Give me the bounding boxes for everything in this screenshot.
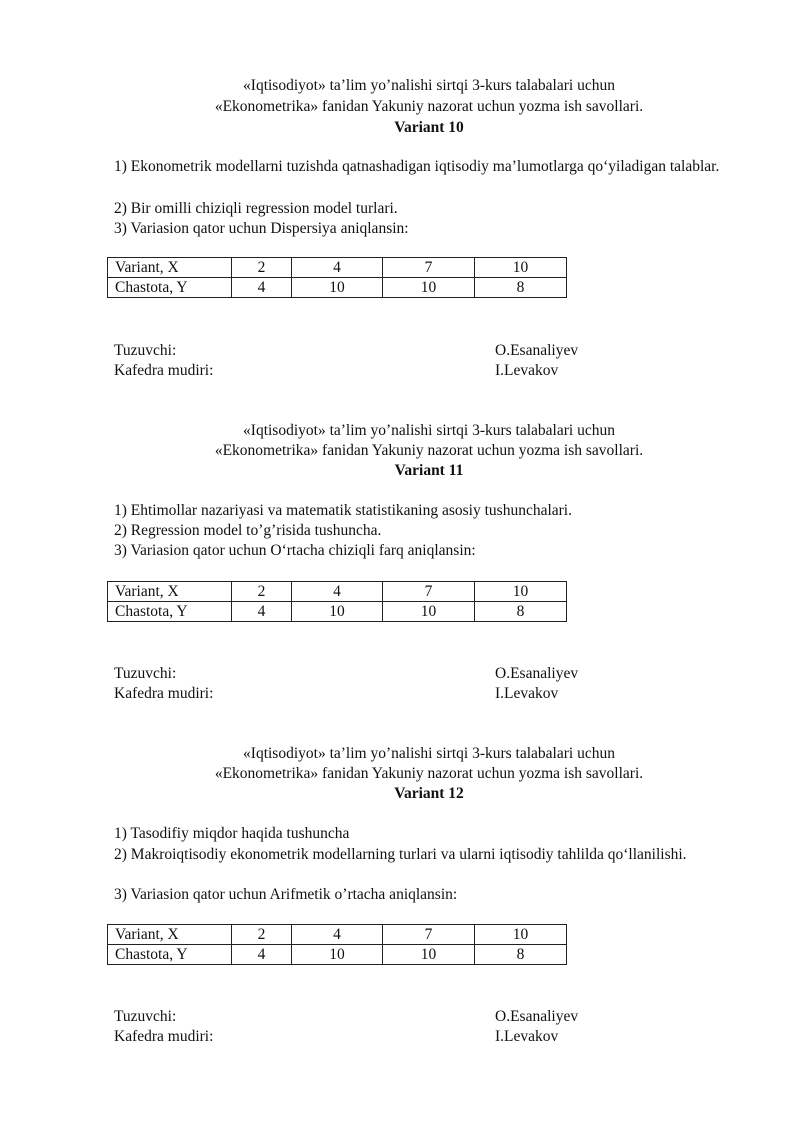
table-cell: 10 <box>383 602 475 622</box>
compiler-label: Tuzuvchi: <box>114 342 177 359</box>
table-row-y <box>108 945 567 965</box>
question-3: 3) Variasion qator uchun Dispersiya aniqlansin: <box>114 220 409 237</box>
table-row-x <box>108 925 567 945</box>
question-2: 2) Regression model to’g’risida tushuncha. <box>114 522 382 539</box>
table-cell: 2 <box>232 925 292 945</box>
table-cell: 4 <box>292 582 383 602</box>
table-cell: 10 <box>383 945 475 965</box>
table-cell: Chastota, Y <box>108 945 232 965</box>
table-cell: 8 <box>475 945 567 965</box>
table-cell: Chastota, Y <box>108 602 232 622</box>
header-line-2: «Ekonometrika» fanidan Yakuniy nazorat uchun yozma ish savollari. <box>214 442 644 459</box>
question-1: 1) Ehtimollar nazariyasi va matematik statistikaning asosiy tushunchalari. <box>114 502 572 519</box>
question-1: 1) Ekonometrik modellarni tuzishda qatnashadigan iqtisodiy ma’lumotlarga qo‘yiladigan talablar. <box>114 158 720 175</box>
table-cell: 10 <box>292 602 383 622</box>
compiler-name: O.Esanaliyev <box>495 1008 579 1025</box>
table-cell: 8 <box>475 602 567 622</box>
table-row-y <box>108 278 567 298</box>
table-cell: 4 <box>292 258 383 278</box>
header-line-1: «Iqtisodiyot» ta’lim yo’nalishi sirtqi 3-kurs talabalari uchun <box>243 77 615 94</box>
variant-title: Variant 10 <box>394 119 464 136</box>
question-3: 3) Variasion qator uchun O‘rtacha chiziqli farq aniqlansin: <box>114 542 476 559</box>
table-row-x <box>108 258 567 278</box>
table-cell: 7 <box>383 925 475 945</box>
compiler-name: O.Esanaliyev <box>495 342 579 359</box>
table-cell: 8 <box>475 278 567 298</box>
header-line-2: «Ekonometrika» fanidan Yakuniy nazorat uchun yozma ish savollari. <box>214 765 644 782</box>
head-label: Kafedra mudiri: <box>114 1028 214 1045</box>
variant-title: Variant 11 <box>394 462 464 479</box>
table-cell: 7 <box>383 258 475 278</box>
head-label: Kafedra mudiri: <box>114 362 214 379</box>
head-name: I.Levakov <box>495 362 559 379</box>
table-cell: 10 <box>292 278 383 298</box>
compiler-name: O.Esanaliyev <box>495 665 579 682</box>
table-cell: 4 <box>232 602 292 622</box>
data-table <box>107 581 567 622</box>
table-cell: 10 <box>383 278 475 298</box>
compiler-label: Tuzuvchi: <box>114 1008 177 1025</box>
table-cell: 10 <box>292 945 383 965</box>
table-cell: 10 <box>475 582 567 602</box>
table-row-y <box>108 602 567 622</box>
header-line-1: «Iqtisodiyot» ta’lim yo’nalishi sirtqi 3-kurs talabalari uchun <box>243 745 615 762</box>
data-table <box>107 257 567 298</box>
question-2: 2) Makroiqtisodiy ekonometrik modellarning turlari va ularni iqtisodiy tahlilda qo‘llanilishi. <box>114 846 687 863</box>
table-cell: Variant, X <box>108 582 232 602</box>
table-cell: 4 <box>232 278 292 298</box>
question-3: 3) Variasion qator uchun Arifmetik o’rtacha aniqlansin: <box>114 886 458 903</box>
head-name: I.Levakov <box>495 1028 559 1045</box>
table-cell: 2 <box>232 582 292 602</box>
table-cell: Variant, X <box>108 925 232 945</box>
question-2: 2) Bir omilli chiziqli regression model turlari. <box>114 200 398 217</box>
question-1: 1) Tasodifiy miqdor haqida tushuncha <box>114 825 350 842</box>
head-name: I.Levakov <box>495 685 559 702</box>
table-cell: 10 <box>475 258 567 278</box>
variant-title: Variant 12 <box>394 785 464 802</box>
table-cell: 4 <box>292 925 383 945</box>
head-label: Kafedra mudiri: <box>114 685 214 702</box>
table-cell: 2 <box>232 258 292 278</box>
data-table <box>107 924 567 965</box>
compiler-label: Tuzuvchi: <box>114 665 177 682</box>
table-row-x <box>108 582 567 602</box>
table-cell: 10 <box>475 925 567 945</box>
header-line-1: «Iqtisodiyot» ta’lim yo’nalishi sirtqi 3-kurs talabalari uchun <box>243 422 615 439</box>
table-cell: 7 <box>383 582 475 602</box>
header-line-2: «Ekonometrika» fanidan Yakuniy nazorat uchun yozma ish savollari. <box>214 98 644 115</box>
table-cell: Chastota, Y <box>108 278 232 298</box>
table-cell: 4 <box>232 945 292 965</box>
table-cell: Variant, X <box>108 258 232 278</box>
